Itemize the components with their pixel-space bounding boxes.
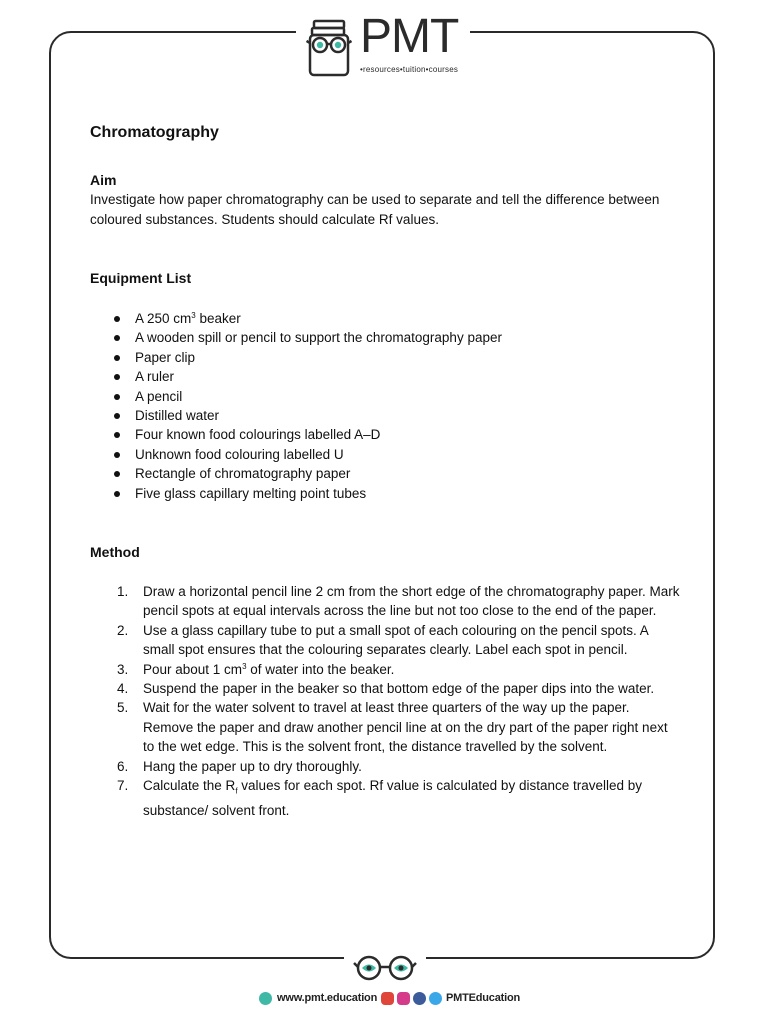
list-item: Rectangle of chromatography paper bbox=[90, 464, 502, 483]
aim-text: Investigate how paper chromatography can be used to separate and tell the difference between coloured substances. Students should calculate Rf values. bbox=[90, 192, 660, 227]
method-step: 5. Wait for the water solvent to travel at least three quarters of the way up the paper. Remove the paper and draw another pencil line at on the dry part of the paper right next to the wet edge. This is the solvent front, the distance travelled by the solvent. bbox=[117, 700, 668, 755]
website-link[interactable]: www.pmt.education bbox=[277, 992, 378, 1004]
method-heading: Method bbox=[90, 544, 140, 560]
bullet-icon bbox=[114, 316, 120, 322]
list-item: A wooden spill or pencil to support the chromatography paper bbox=[90, 328, 502, 347]
bullet-icon bbox=[114, 471, 120, 477]
bullet-icon bbox=[114, 413, 120, 419]
list-item: Four known food colourings labelled A–D bbox=[90, 425, 502, 444]
list-item: Distilled water bbox=[90, 406, 502, 425]
method-list bbox=[90, 582, 680, 821]
pmt-logo bbox=[306, 10, 466, 79]
method-step: 2. Use a glass capillary tube to put a small spot of each colouring on the pencil spots. A small spot ensures that the colouring separates clearly. Label each spot in pencil. bbox=[117, 622, 649, 658]
bullet-icon bbox=[114, 335, 120, 341]
bullet-icon bbox=[114, 432, 120, 438]
list-item: Paper clip bbox=[90, 348, 502, 367]
equipment-list bbox=[90, 309, 502, 503]
bullet-icon bbox=[114, 355, 120, 361]
book-glasses-icon bbox=[306, 19, 358, 77]
instagram-icon[interactable] bbox=[397, 992, 410, 1005]
facebook-icon[interactable] bbox=[413, 992, 426, 1005]
logo-tagline: •resources•tuition•courses bbox=[360, 65, 459, 74]
logo-wordmark: PMT bbox=[360, 10, 459, 63]
bullet-icon bbox=[114, 452, 120, 458]
bullet-icon bbox=[114, 394, 120, 400]
method-step: 7. Calculate the $R_f$ values for each spot. Rf value is calculated by distance travelled by substance/ solvent front. bbox=[117, 778, 643, 819]
method-step: 1. Draw a horizontal pencil line 2 cm from the short edge of the chromatography paper. Mark pencil spots at equal intervals across the line but not too close to the end of the paper. bbox=[117, 584, 680, 619]
bullet-icon bbox=[114, 374, 120, 380]
aim-heading: Aim bbox=[90, 172, 117, 188]
bullet-icon bbox=[114, 491, 120, 497]
list-item: A 250 $cm^3$ beaker bbox=[90, 309, 502, 328]
youtube-icon[interactable] bbox=[381, 992, 394, 1005]
list-item: A pencil bbox=[90, 387, 502, 406]
method-step: 4. Suspend the paper in the beaker so that bottom edge of the paper dips into the water. bbox=[117, 681, 655, 697]
glasses-icon bbox=[352, 955, 418, 981]
method-step: 3. Pour about 1 $cm^3$ of water into the beaker. bbox=[117, 661, 395, 677]
twitter-icon[interactable] bbox=[429, 992, 442, 1005]
cursor-icon bbox=[259, 992, 272, 1005]
page-footer bbox=[0, 989, 768, 1009]
page-title: Chromatography bbox=[90, 124, 219, 141]
social-handle-link[interactable]: PMTEducation bbox=[446, 992, 520, 1004]
method-step: 6. Hang the paper up to dry thoroughly. bbox=[117, 758, 362, 774]
list-item: A ruler bbox=[90, 367, 502, 386]
list-item: Five glass capillary melting point tubes bbox=[90, 484, 502, 503]
list-item: Unknown food colouring labelled U bbox=[90, 445, 502, 464]
equipment-heading: Equipment List bbox=[90, 270, 192, 286]
